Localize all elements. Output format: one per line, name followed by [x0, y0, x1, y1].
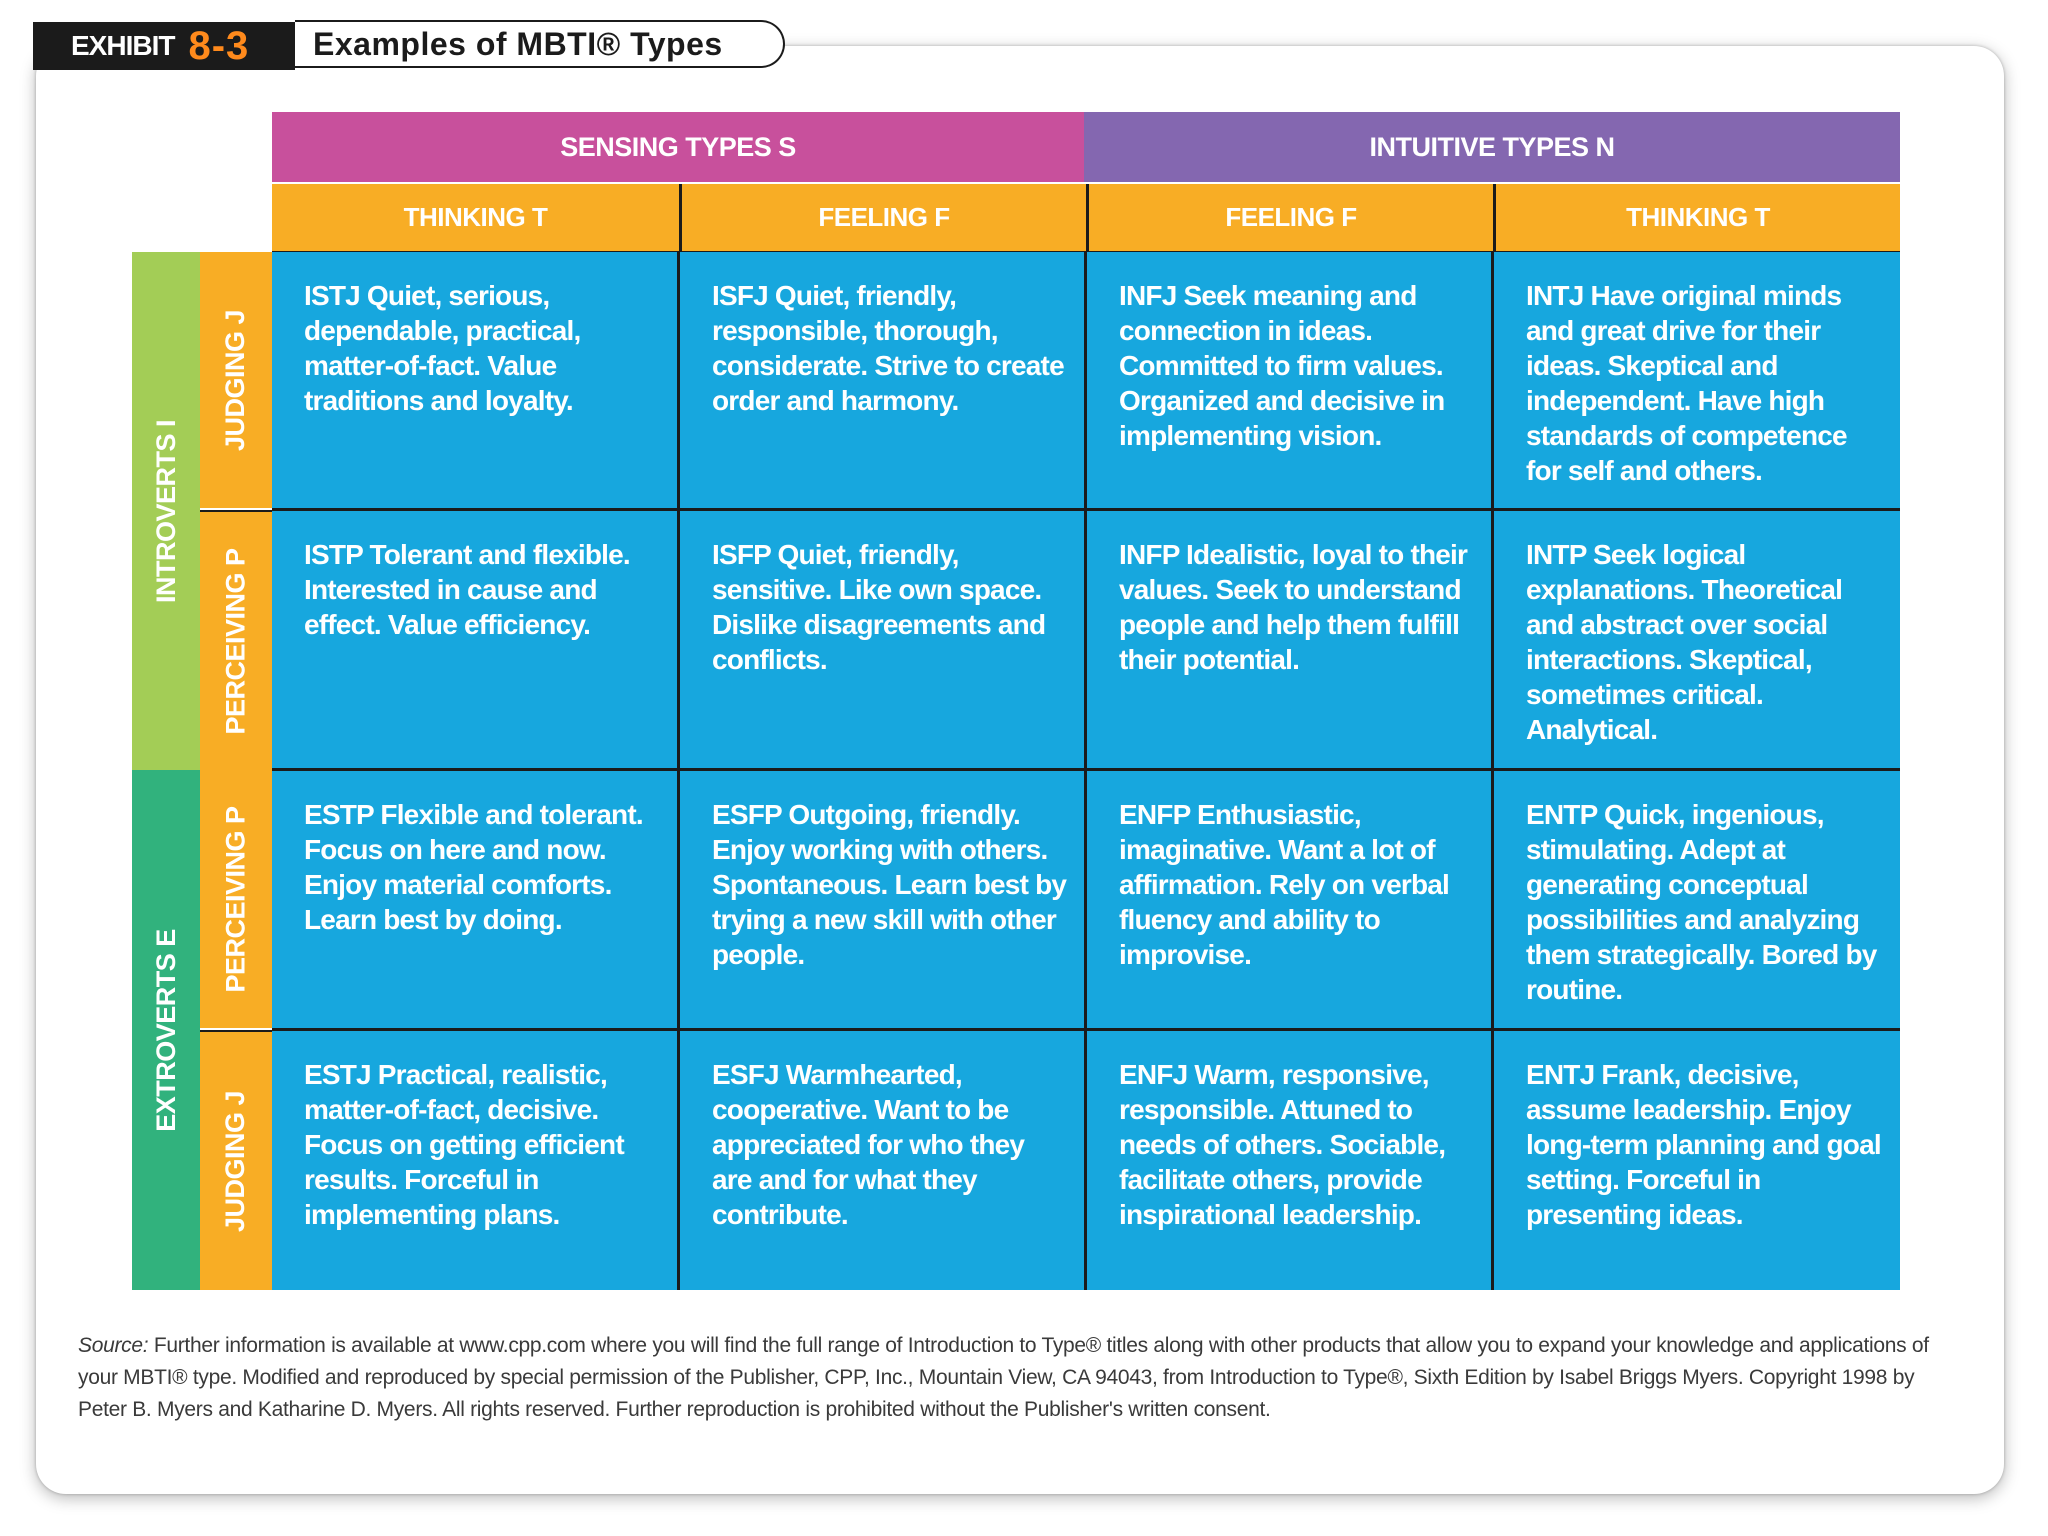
row-header-label: PERCEIVING P [220, 547, 251, 735]
source-label: Source: [78, 1334, 149, 1357]
type-cell-entj: ENTJ Frank, decisive, assume leadership. Enjoy long-term planning and goal setting. Forceful in presenting ideas. [1494, 1031, 1900, 1290]
column-header-feeling: FEELING F [1086, 184, 1493, 251]
column-header-feeling: FEELING F [679, 184, 1086, 251]
introverts-row-header [132, 252, 200, 770]
type-cell-estj: ESTJ Practical, realistic, matter-of-fact, decisive. Focus on getting efficient results. Forceful in implementing plans. [272, 1031, 677, 1290]
type-cell-intj: INTJ Have original minds and great drive for their ideas. Skeptical and independent. Have high standards of competence for self and others. [1494, 252, 1900, 508]
exhibit-label [33, 22, 295, 70]
column-header-thinking: THINKING T [1493, 184, 1900, 251]
type-cell-entp: ENTP Quick, ingenious, stimulating. Adept at generating conceptual possibilities and analyzing them strategically. Bored by routine. [1494, 771, 1900, 1028]
type-cell-intp: INTP Seek logical explanations. Theoretical and abstract over social interactions. Skeptical, sometimes critical. Analytical. [1494, 511, 1900, 768]
exhibit-word: EXHIBIT [71, 30, 175, 61]
column-function-header [272, 184, 1900, 251]
type-cell-infp: INFP Idealistic, loyal to their values. Seek to understand people and help them fulfill their potential. [1087, 511, 1491, 768]
type-cell-enfp: ENFP Enthusiastic, imaginative. Want a lot of affirmation. Rely on verbal fluency and ability to improvise. [1087, 771, 1491, 1028]
type-cell-esfj: ESFJ Warmhearted, cooperative. Want to be appreciated for who they are and for what they contribute. [680, 1031, 1084, 1290]
type-cell-enfj: ENFJ Warm, responsive, responsible. Attuned to needs of others. Sociable, facilitate others, provide inspirational leadership. [1087, 1031, 1491, 1290]
exhibit-number: 8-3 [188, 23, 250, 68]
type-cell-estp: ESTP Flexible and tolerant. Focus on here and now. Enjoy material comforts. Learn best by doing. [272, 771, 677, 1028]
column-group-header [272, 112, 1900, 182]
source-text: Further information is available at www.cpp.com where you will find the full range of Introduction to Type® titles along with other products that allow you to expand your knowledge and applications of your MBTI® type. Modified and reproduced by special permission of the Publisher, CPP, Inc., Mountain View, CA 94043, from Introduction to Type®, Sixth Edition by Isabel Briggs Myers. Copyright 1998 by Peter B. Myers and Katharine D. Myers. All rights reserved. Further reproduction is prohibited without the Publisher's written consent. [78, 1334, 1929, 1421]
row-header-label: JUDGING J [220, 309, 251, 451]
type-cell-isfp: ISFP Quiet, friendly, sensitive. Like own space. Dislike disagreements and conflicts. [680, 511, 1084, 768]
type-cell-esfp: ESFP Outgoing, friendly. Enjoy working with others. Spontaneous. Learn best by trying a new skill with other people. [680, 771, 1084, 1028]
introverts-label: INTROVERTS I [150, 419, 181, 603]
intuitive-types-header: INTUITIVE TYPES N [1084, 112, 1900, 182]
row-header-label: PERCEIVING P [220, 805, 251, 993]
row-header-perceiving [200, 510, 272, 770]
source-note [78, 1330, 1938, 1426]
column-header-thinking: THINKING T [272, 184, 679, 251]
type-cell-isfj: ISFJ Quiet, friendly, responsible, thorough, considerate. Strive to create order and harmony. [680, 252, 1084, 508]
row-header-label: JUDGING J [220, 1090, 251, 1232]
row-header-judging [200, 1030, 272, 1290]
row-header-judging [200, 252, 272, 508]
exhibit-title-box [295, 20, 785, 68]
row-header-perceiving [200, 770, 272, 1028]
sensing-types-header: SENSING TYPES S [272, 112, 1084, 182]
type-cell-istj: ISTJ Quiet, serious, dependable, practical, matter-of-fact. Value traditions and loyalty. [272, 252, 677, 508]
extroverts-row-header [132, 770, 200, 1290]
type-cell-infj: INFJ Seek meaning and connection in ideas. Committed to firm values. Organized and decisive in implementing vision. [1087, 252, 1491, 508]
extroverts-label: EXTROVERTS E [150, 928, 181, 1132]
type-cell-istp: ISTP Tolerant and flexible. Interested in cause and effect. Value efficiency. [272, 511, 677, 768]
exhibit-title: Examples of MBTI® Types [313, 25, 723, 62]
